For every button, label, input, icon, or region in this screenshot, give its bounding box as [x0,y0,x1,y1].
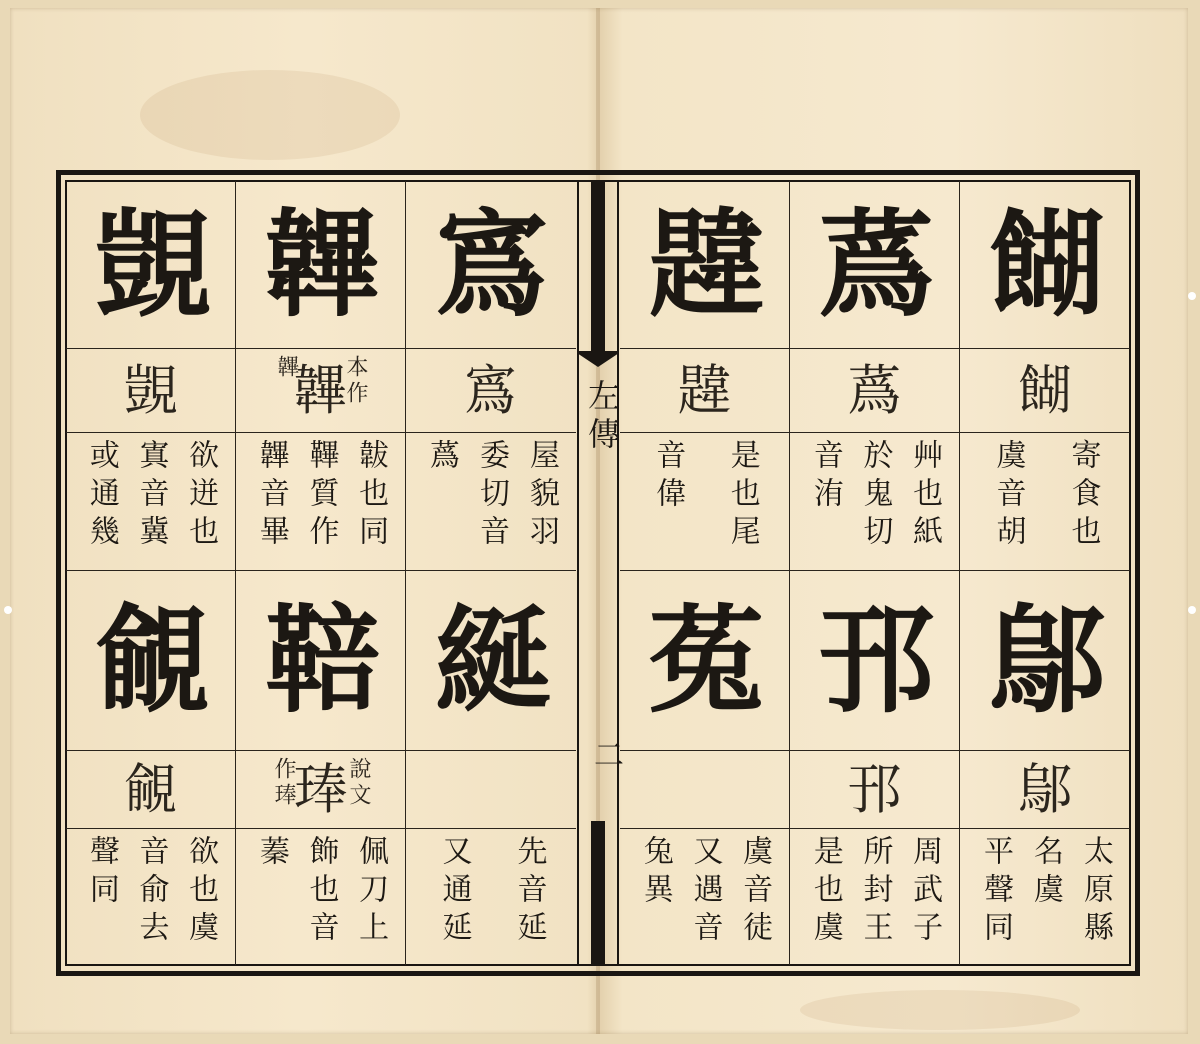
head-char: 韠 [236,181,406,349]
note-column: 虞音胡 [990,439,1026,553]
note-cell [960,829,1130,965]
note-cell [620,433,790,571]
note-cell [236,829,406,965]
note-column: 兔異 [637,835,673,911]
head-char: 鄔 [960,571,1130,751]
note-column: 寄食也 [1065,439,1101,553]
note-cell [66,433,236,571]
note-column: 是也虞 [807,835,843,949]
binding-hole [4,606,12,614]
gutter-line [617,181,619,965]
note-column: 委切音 [474,439,509,553]
note-column: 蔿 [424,439,459,477]
note-column: 聲同 [83,835,119,911]
side-note: 韠 [274,355,299,381]
note-column: 虞音徒 [737,835,773,949]
book-title: 左傳 [583,379,621,455]
seal-char [620,751,790,829]
note-column: 於鬼切 [857,439,893,553]
note-column: 周武子 [907,835,943,949]
note-cell [66,829,236,965]
gutter-line [577,181,579,965]
stain [800,990,1080,1030]
note-column: 欲也虞 [183,835,219,949]
note-column: 艸也紙 [907,439,943,553]
note-column: 又通延 [436,835,472,949]
note-column: 飾也音 [303,835,339,949]
note-column: 佩刀上 [353,835,389,949]
note-column: 音偉 [650,439,686,515]
fish-tail-mark [577,351,619,373]
seal-char: 寪 [406,349,576,433]
note-column: 平聲同 [978,835,1013,949]
side-note: 作琫 [271,757,296,809]
note-column: 先音延 [511,835,547,949]
head-char: 覬 [66,181,236,349]
stain [140,70,400,160]
note-column: 寘音冀 [133,439,169,553]
note-column: 欲迸也 [183,439,219,553]
seal-char: 覦 [66,751,236,829]
seal-cell [236,751,406,829]
side-note: 說文 [346,757,371,809]
head-char: 鞛 [236,571,406,751]
note-cell [236,433,406,571]
seal-char: 邘 [790,751,960,829]
note-column: 或通幾 [83,439,119,553]
seal-char: 韙 [620,349,790,433]
head-char: 覦 [66,571,236,751]
head-char: 菟 [620,571,790,751]
note-cell [790,433,960,571]
seal-cell [236,349,406,433]
head-char: 寪 [406,181,576,349]
note-cell [406,829,576,965]
binding-hole [1188,292,1196,300]
note-column: 屋貌羽 [524,439,559,553]
lower-black-bar [591,821,605,965]
head-char: 邘 [790,571,960,751]
note-column: 音洧 [807,439,843,515]
note-column: 韍也同 [353,439,389,553]
note-column: 蓁 [253,835,289,873]
note-column: 音俞去 [133,835,169,949]
head-char: 綖 [406,571,576,751]
seal-char: 韠 [293,359,348,422]
note-column: 又遇音 [687,835,723,949]
note-column: 韠音畢 [253,439,289,553]
head-char: 韙 [620,181,790,349]
binding-hole [1188,606,1196,614]
note-column: 太原縣 [1078,835,1113,949]
right-page [620,181,1130,965]
seal-char: 鄔 [960,751,1130,829]
page-number: 二 [588,739,623,769]
note-column: 名虞 [1028,835,1063,911]
seal-char: 覬 [66,349,236,433]
seal-char [406,751,576,829]
seal-char: 琫 [293,758,348,821]
side-note: 本作 [343,355,368,407]
seal-char: 餬 [960,349,1130,433]
note-column: 所封王 [857,835,893,949]
note-column: 鞸質作 [303,439,339,553]
note-cell [620,829,790,965]
upper-black-bar [591,181,605,351]
note-cell [790,829,960,965]
note-cell [406,433,576,571]
head-char: 蔿 [790,181,960,349]
note-column: 是也尾 [724,439,760,553]
note-cell [960,433,1130,571]
gutter [577,181,623,965]
left-page [66,181,576,965]
head-char: 餬 [960,181,1130,349]
seal-char: 蔿 [790,349,960,433]
